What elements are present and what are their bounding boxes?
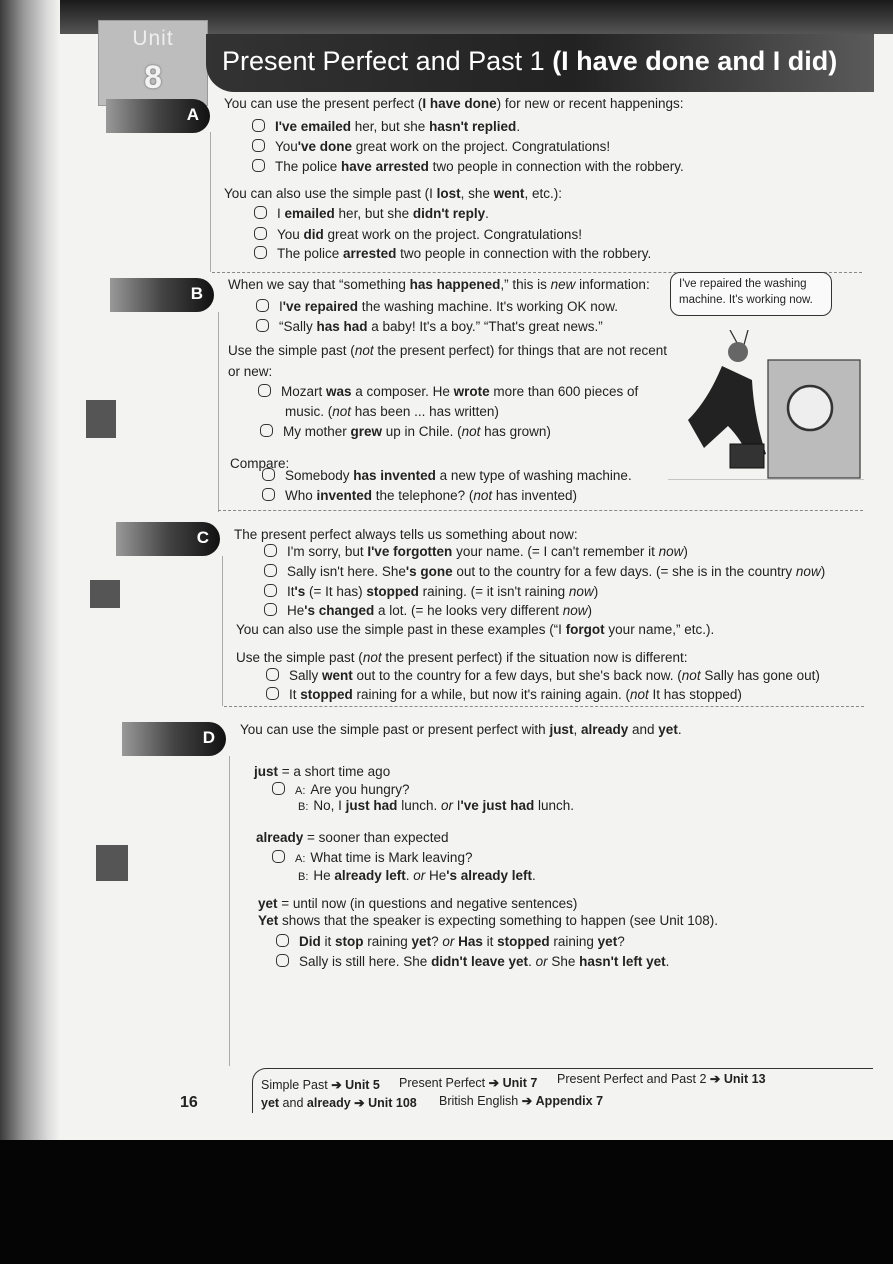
page-title: Present Perfect and Past 1 (I have done and I did) xyxy=(222,46,838,76)
section-b-use: Use the simple past (not the present perfect) for things that are not recent xyxy=(228,343,668,358)
washing-machine-illustration xyxy=(668,330,864,480)
just-definition: just = a short time ago xyxy=(254,764,391,779)
arrow-right-icon: ➔ xyxy=(488,1076,500,1090)
circle-bullet-icon xyxy=(266,668,279,681)
arrow-right-icon: ➔ xyxy=(331,1078,342,1092)
circle-bullet-icon xyxy=(254,246,267,259)
circle-bullet-icon xyxy=(264,584,277,597)
scan-mark xyxy=(86,400,116,438)
dialogue-line: B: He already left. or He's already left. xyxy=(298,868,536,883)
arrow-right-icon: ➔ xyxy=(354,1096,365,1110)
page-gutter-shadow xyxy=(0,0,60,1140)
scan-mark xyxy=(90,580,120,608)
circle-bullet-icon xyxy=(262,468,275,481)
unit-badge xyxy=(98,20,208,106)
title-bar xyxy=(206,34,874,92)
circle-bullet-icon xyxy=(254,227,267,240)
example: I've repaired the washing machine. It's working OK now. xyxy=(256,299,618,314)
unit-label: Unit xyxy=(132,27,174,50)
section-tab-d: D xyxy=(122,722,226,756)
circle-bullet-icon xyxy=(258,384,271,397)
circle-bullet-icon xyxy=(264,544,277,557)
example: Sally is still here. She didn't leave yet. or She hasn't left yet. xyxy=(276,954,669,969)
section-tab-c: C xyxy=(116,522,220,556)
circle-bullet-icon xyxy=(254,206,267,219)
example-continuation: music. (not has been ... has written) xyxy=(285,404,499,419)
scan-mark xyxy=(96,845,128,881)
example: “Sally has had a baby! It's a boy.” “That's great news.” xyxy=(256,319,603,334)
circle-bullet-icon xyxy=(264,603,277,616)
circle-bullet-icon xyxy=(272,850,285,863)
example: Mozart was a composer. He wrote more than 600 pieces of xyxy=(258,384,638,399)
yet-definition: yet = until now (in questions and negative sentences) xyxy=(258,896,578,911)
circle-bullet-icon xyxy=(252,139,265,152)
section-c-intro: The present perfect always tells us something about now: xyxy=(234,527,578,542)
xref-present-perfect-past-2[interactable]: Present Perfect and Past 2 ➔ Unit 13 xyxy=(557,1072,766,1086)
circle-bullet-icon xyxy=(252,159,265,172)
circle-bullet-icon xyxy=(276,954,289,967)
example: Did it stop raining yet? or Has it stopped raining yet? xyxy=(276,934,625,949)
circle-bullet-icon xyxy=(256,299,269,312)
section-tab-a: A xyxy=(106,99,210,133)
unit-number: 8 xyxy=(144,59,162,95)
dialogue-line: A: What time is Mark leaving? xyxy=(272,850,472,865)
xref-british-english[interactable]: British English ➔ Appendix 7 xyxy=(439,1094,604,1108)
section-divider xyxy=(218,510,863,511)
example: The police have arrested two people in connection with the robbery. xyxy=(252,159,684,174)
section-b-intro: When we say that “something has happened,” this is new information: xyxy=(228,277,650,292)
page-number: 16 xyxy=(180,1094,198,1111)
yet-explanation: Yet shows that the speaker is expecting something to happen (see Unit 108). xyxy=(258,913,719,928)
person-head xyxy=(728,342,748,362)
compare-label: Compare: xyxy=(230,456,290,471)
example: Sally isn't here. She's gone out to the country for a few days. (= she is in the country now) xyxy=(264,564,825,579)
example: Somebody has invented a new type of washing machine. xyxy=(262,468,632,483)
example: Who invented the telephone? (not has invented) xyxy=(262,488,577,503)
speech-bubble: I've repaired the washing machine. It's working now. xyxy=(670,272,832,316)
circle-bullet-icon xyxy=(264,564,277,577)
example: I'm sorry, but I've forgotten your name. (= I can't remember it now) xyxy=(264,544,688,559)
dialogue-line: B: No, I just had lunch. or I've just had lunch. xyxy=(298,798,575,813)
example: The police arrested two people in connection with the robbery. xyxy=(254,246,651,261)
section-c-use: Use the simple past (not the present perfect) if the situation now is different: xyxy=(236,650,688,665)
already-definition: already = sooner than expected xyxy=(256,830,449,845)
section-d-intro: You can use the simple past or present perfect with just, already and yet. xyxy=(240,722,682,737)
section-rule xyxy=(222,556,223,706)
example: You did great work on the project. Congratulations! xyxy=(254,227,582,242)
circle-bullet-icon xyxy=(252,119,265,132)
circle-bullet-icon xyxy=(272,782,285,795)
section-rule xyxy=(218,312,219,512)
example: He's changed a lot. (= he looks very different now) xyxy=(264,603,592,618)
example: Sally went out to the country for a few days, but she's back now. (not Sally has gone out) xyxy=(266,668,820,683)
circle-bullet-icon xyxy=(256,319,269,332)
example: It's (= It has) stopped raining. (= it isn't raining now) xyxy=(264,584,598,599)
section-rule xyxy=(229,756,230,1066)
example: You've done great work on the project. Congratulations! xyxy=(252,139,610,154)
section-a-intro-2: You can also use the simple past (I lost, she went, etc.): xyxy=(224,186,562,201)
circle-bullet-icon xyxy=(262,488,275,501)
scan-background xyxy=(0,1140,893,1264)
cross-reference-box xyxy=(252,1068,873,1113)
toolbox-icon xyxy=(730,444,764,468)
section-c-also: You can also use the simple past in these examples (“I forgot your name,” etc.). xyxy=(236,622,715,637)
arrow-right-icon: ➔ xyxy=(709,1072,721,1086)
machine-door-icon xyxy=(788,386,832,430)
section-b-use-2: or new: xyxy=(228,364,273,379)
dialogue-line: A: Are you hungry? xyxy=(272,782,409,797)
example: I've emailed her, but she hasn't replied. xyxy=(252,119,520,134)
section-divider xyxy=(224,706,864,707)
xref-simple-past[interactable]: Simple Past ➔ Unit 5 xyxy=(261,1078,380,1092)
circle-bullet-icon xyxy=(260,424,273,437)
example: I emailed her, but she didn't reply. xyxy=(254,206,489,221)
circle-bullet-icon xyxy=(276,934,289,947)
circle-bullet-icon xyxy=(266,687,279,700)
example: It stopped raining for a while, but now it's raining again. (not It has stopped) xyxy=(266,687,742,702)
arrow-right-icon: ➔ xyxy=(521,1094,533,1108)
example: My mother grew up in Chile. (not has grown) xyxy=(260,424,551,439)
section-tab-b: B xyxy=(110,278,214,312)
section-a-intro: You can use the present perfect (I have done) for new or recent happenings: xyxy=(224,96,684,111)
section-rule xyxy=(210,132,211,272)
xref-present-perfect[interactable]: Present Perfect ➔ Unit 7 xyxy=(399,1076,538,1090)
xref-yet-already[interactable]: yet and already ➔ Unit 108 xyxy=(261,1096,417,1110)
